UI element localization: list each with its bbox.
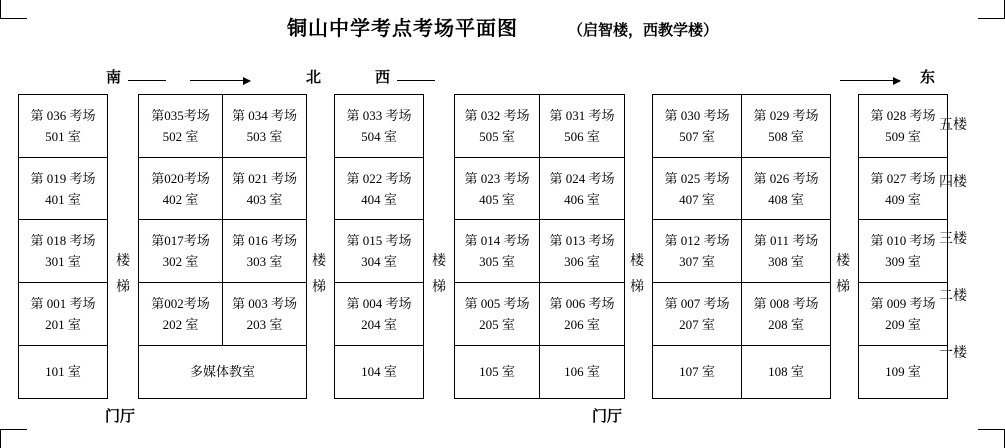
room-exam-label: 第 018 考场	[30, 233, 96, 249]
room-number-label: 504 室	[361, 128, 397, 144]
room-exam-label: 第002考场	[151, 296, 210, 312]
room-number-label: 304 室	[361, 254, 397, 270]
stair-label-char: 梯	[312, 280, 326, 295]
room-number-label: 402 室	[162, 191, 199, 207]
room-exam-label: 第035考场	[151, 107, 210, 123]
room-cell[interactable]	[335, 157, 424, 220]
room-number-label: 203 室	[246, 317, 283, 333]
direction-arrow-north	[190, 80, 250, 81]
room-cell[interactable]	[455, 283, 540, 346]
room-number-label: 401 室	[45, 191, 81, 207]
room-number-label: 101 室	[45, 364, 81, 380]
room-cell[interactable]	[455, 220, 540, 283]
room-exam-label: 第 032 考场	[464, 107, 530, 123]
stair-label-char: 楼	[836, 254, 850, 269]
room-number-label: 409 室	[885, 191, 921, 207]
floor-label-5: 五楼	[939, 118, 967, 133]
page-title-subtitle: （启智楼，西教学楼）	[567, 23, 718, 39]
room-exam-label: 第 006 考场	[549, 296, 615, 312]
room-cell[interactable]	[653, 157, 742, 220]
table-row	[455, 157, 625, 220]
room-exam-label: 第 009 考场	[870, 296, 936, 312]
room-exam-label: 第017考场	[151, 233, 210, 249]
direction-arrow-east	[840, 80, 900, 81]
room-cell[interactable]	[540, 95, 625, 158]
stair-label-char: 梯	[432, 280, 446, 295]
room-cell[interactable]	[223, 95, 307, 158]
room-number-label: 309 室	[885, 254, 921, 270]
room-number-label: 408 室	[768, 191, 804, 207]
room-cell[interactable]	[653, 283, 742, 346]
room-cell[interactable]	[653, 95, 742, 158]
lobby-label-east: 门厅	[592, 409, 623, 425]
building-block-c	[334, 94, 424, 399]
room-number-label: 404 室	[361, 191, 397, 207]
table-row	[19, 220, 108, 283]
room-exam-label: 第 025 考场	[664, 170, 730, 186]
table-row	[335, 95, 424, 158]
direction-line-west	[397, 80, 435, 81]
room-exam-label: 第 034 考场	[231, 107, 297, 123]
table-row	[455, 345, 625, 398]
room-cell[interactable]	[335, 95, 424, 158]
room-exam-label: 第 023 考场	[464, 170, 530, 186]
room-cell[interactable]	[139, 95, 223, 158]
room-number-label: 407 室	[679, 191, 715, 207]
room-exam-label: 第 036 考场	[30, 107, 96, 123]
room-cell[interactable]	[335, 220, 424, 283]
room-number-label: 108 室	[768, 364, 804, 380]
table-row	[139, 95, 307, 158]
table-row	[335, 345, 424, 398]
room-exam-label: 第 030 考场	[664, 107, 730, 123]
room-exam-label: 第 033 考场	[346, 107, 412, 123]
room-exam-label: 第020考场	[151, 170, 210, 186]
table-row	[653, 220, 831, 283]
room-number-label: 204 室	[361, 317, 397, 333]
room-exam-label: 第 005 考场	[464, 296, 530, 312]
table-row	[653, 345, 831, 398]
room-exam-label: 第 029 考场	[753, 107, 819, 123]
room-exam-label: 第 015 考场	[346, 233, 412, 249]
room-exam-label: 第 004 考场	[346, 296, 412, 312]
room-cell-multimedia[interactable]	[139, 345, 307, 398]
table-row	[455, 283, 625, 346]
building-block-e	[652, 94, 831, 399]
room-number-label: 505 室	[479, 128, 515, 144]
table-row	[335, 283, 424, 346]
stair-label-char: 梯	[116, 280, 130, 295]
room-cell[interactable]	[139, 220, 223, 283]
room-number-label: 106 室	[564, 364, 600, 380]
room-number-label: 208 室	[768, 317, 804, 333]
room-number-label: 305 室	[479, 254, 515, 270]
room-number-label: 509 室	[885, 128, 921, 144]
stairwell-3	[426, 94, 452, 399]
room-number-label: 205 室	[479, 317, 515, 333]
room-cell[interactable]	[223, 220, 307, 283]
table-row	[139, 157, 307, 220]
room-cell[interactable]	[139, 157, 223, 220]
room-number-label: 105 室	[479, 364, 515, 380]
room-number-label: 403 室	[246, 191, 283, 207]
room-exam-label: 第 024 考场	[549, 170, 615, 186]
room-cell[interactable]	[455, 157, 540, 220]
room-cell[interactable]	[19, 283, 108, 346]
room-number-label: 308 室	[768, 254, 804, 270]
table-row	[139, 345, 307, 398]
room-number-label: 306 室	[564, 254, 600, 270]
room-number-label: 209 室	[885, 317, 921, 333]
room-exam-label: 第 003 考场	[231, 296, 297, 312]
room-number-label: 多媒体教室	[189, 364, 255, 380]
room-cell[interactable]	[742, 220, 831, 283]
table-row	[139, 220, 307, 283]
lobby-label-west: 门厅	[105, 409, 136, 425]
room-number-label: 302 室	[162, 254, 199, 270]
room-exam-label: 第 026 考场	[753, 170, 819, 186]
direction-band	[0, 68, 1005, 94]
room-number-label: 206 室	[564, 317, 600, 333]
room-exam-label: 第 021 考场	[231, 170, 297, 186]
table-row	[19, 157, 108, 220]
table-row	[653, 283, 831, 346]
direction-line-south	[128, 80, 166, 81]
room-cell[interactable]	[742, 95, 831, 158]
room-cell[interactable]	[653, 345, 742, 398]
room-cell[interactable]	[19, 157, 108, 220]
table-row	[19, 345, 108, 398]
room-number-label: 303 室	[246, 254, 283, 270]
floor-label-3: 三楼	[939, 232, 967, 247]
room-number-label: 507 室	[679, 128, 715, 144]
table-row	[653, 157, 831, 220]
table-row	[455, 220, 625, 283]
room-cell[interactable]	[540, 220, 625, 283]
table-row	[19, 95, 108, 158]
room-number-label: 207 室	[679, 317, 715, 333]
stairwell-5	[830, 94, 856, 399]
building-block-b	[138, 94, 307, 399]
direction-label-south: 南	[106, 70, 122, 86]
page-title-main: 铜山中学考点考场平面图	[286, 18, 518, 40]
floor-label-2: 二楼	[939, 289, 967, 304]
room-cell[interactable]	[19, 95, 108, 158]
room-number-label: 502 室	[162, 128, 199, 144]
room-cell[interactable]	[335, 345, 424, 398]
page-corner-bottom-left	[0, 429, 27, 448]
room-cell[interactable]	[455, 95, 540, 158]
floor-labels	[930, 94, 990, 399]
table-row	[335, 220, 424, 283]
room-cell[interactable]	[19, 345, 108, 398]
table-row	[19, 283, 108, 346]
table-row	[455, 95, 625, 158]
room-number-label: 301 室	[45, 254, 81, 270]
page-title	[0, 12, 1005, 41]
room-cell[interactable]	[653, 220, 742, 283]
room-cell[interactable]	[455, 345, 540, 398]
room-exam-label: 第 014 考场	[464, 233, 530, 249]
room-exam-label: 第 027 考场	[870, 170, 936, 186]
room-number-label: 503 室	[246, 128, 283, 144]
stairwell-1	[110, 94, 136, 399]
stairwell-2	[306, 94, 332, 399]
table-row	[335, 157, 424, 220]
direction-label-north: 北	[306, 70, 322, 86]
room-cell[interactable]	[540, 157, 625, 220]
stair-label-char: 楼	[116, 254, 130, 269]
room-exam-label: 第 008 考场	[753, 296, 819, 312]
building-block-d	[454, 94, 625, 399]
room-number-label: 201 室	[45, 317, 81, 333]
room-cell[interactable]	[742, 157, 831, 220]
room-number-label: 501 室	[45, 128, 81, 144]
floor-plan	[18, 94, 936, 399]
room-cell[interactable]	[540, 283, 625, 346]
room-cell[interactable]	[223, 157, 307, 220]
room-cell[interactable]	[335, 283, 424, 346]
floor-label-4: 四楼	[939, 175, 967, 190]
room-exam-label: 第 022 考场	[346, 170, 412, 186]
room-exam-label: 第 010 考场	[870, 233, 936, 249]
room-exam-label: 第 001 考场	[30, 296, 96, 312]
table-row	[653, 95, 831, 158]
room-number-label: 405 室	[479, 191, 515, 207]
room-number-label: 104 室	[361, 364, 397, 380]
stair-label-char: 梯	[630, 280, 644, 295]
room-cell[interactable]	[540, 345, 625, 398]
room-cell[interactable]	[19, 220, 108, 283]
room-number-label: 307 室	[679, 254, 715, 270]
room-number-label: 202 室	[162, 317, 199, 333]
table-row	[139, 283, 307, 346]
stair-label-char: 梯	[836, 280, 850, 295]
room-number-label: 406 室	[564, 191, 600, 207]
stair-label-char: 楼	[312, 254, 326, 269]
room-number-label: 109 室	[885, 364, 921, 380]
room-cell[interactable]	[223, 283, 307, 346]
page-corner-bottom-right	[978, 429, 1005, 448]
room-exam-label: 第 012 考场	[664, 233, 730, 249]
room-exam-label: 第 028 考场	[870, 107, 936, 123]
floor-label-1: 一楼	[939, 346, 967, 361]
room-exam-label: 第 016 考场	[231, 233, 297, 249]
stair-label-char: 楼	[630, 254, 644, 269]
room-cell[interactable]	[742, 283, 831, 346]
building-block-a	[18, 94, 108, 399]
room-exam-label: 第 019 考场	[30, 170, 96, 186]
room-exam-label: 第 013 考场	[549, 233, 615, 249]
room-number-label: 107 室	[679, 364, 715, 380]
room-exam-label: 第 031 考场	[549, 107, 615, 123]
room-number-label: 508 室	[768, 128, 804, 144]
room-exam-label: 第 011 考场	[753, 233, 819, 249]
room-cell[interactable]	[742, 345, 831, 398]
room-cell[interactable]	[139, 283, 223, 346]
room-exam-label: 第 007 考场	[664, 296, 730, 312]
room-number-label: 506 室	[564, 128, 600, 144]
direction-label-west: 西	[375, 70, 391, 86]
stairwell-4	[624, 94, 650, 399]
direction-label-east: 东	[920, 70, 936, 86]
stair-label-char: 楼	[432, 254, 446, 269]
